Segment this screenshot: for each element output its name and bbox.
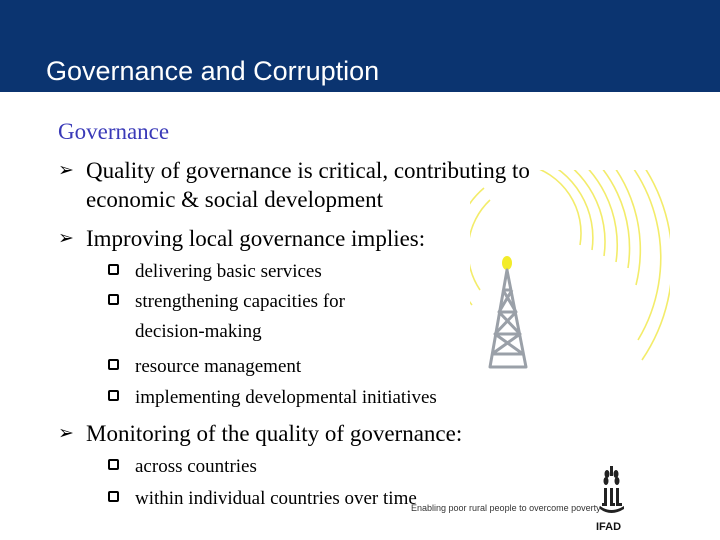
sub-bullet-item: strengthening capacities for decision-making [135, 287, 345, 347]
checkbox-bullet-icon [108, 390, 119, 401]
sub-bullet-item: across countries [135, 452, 257, 482]
arrow-bullet-icon: ➢ [58, 159, 74, 181]
sub-bullet-item: within individual countries over time [135, 484, 417, 514]
arrow-bullet-icon: ➢ [58, 422, 74, 444]
checkbox-bullet-icon [108, 459, 119, 470]
bullet-item: ➢ Improving local governance implies: [58, 226, 426, 251]
sub-bullet-item: delivering basic services [135, 257, 322, 287]
sub-bullet-item: resource management [135, 352, 301, 382]
checkbox-bullet-icon [108, 294, 119, 305]
checkbox-bullet-icon [108, 264, 119, 275]
ifad-logo-icon [594, 466, 630, 522]
checkbox-bullet-icon [108, 491, 119, 502]
ifad-logo-text: IFAD [596, 521, 622, 533]
section-heading: Governance [58, 119, 170, 144]
sub-bullet-item: implementing developmental initiatives [135, 383, 437, 413]
slide-title: Governance and Corruption [46, 56, 380, 86]
bullet-item: ➢ Monitoring of the quality of governance: [58, 421, 463, 446]
bullet-item: ➢ Quality of governance is critical, contributing to economic & social development [58, 158, 530, 212]
checkbox-bullet-icon [108, 359, 119, 370]
arrow-bullet-icon: ➢ [58, 227, 74, 249]
footer-tagline: Enabling poor rural people to overcome poverty [411, 503, 601, 513]
